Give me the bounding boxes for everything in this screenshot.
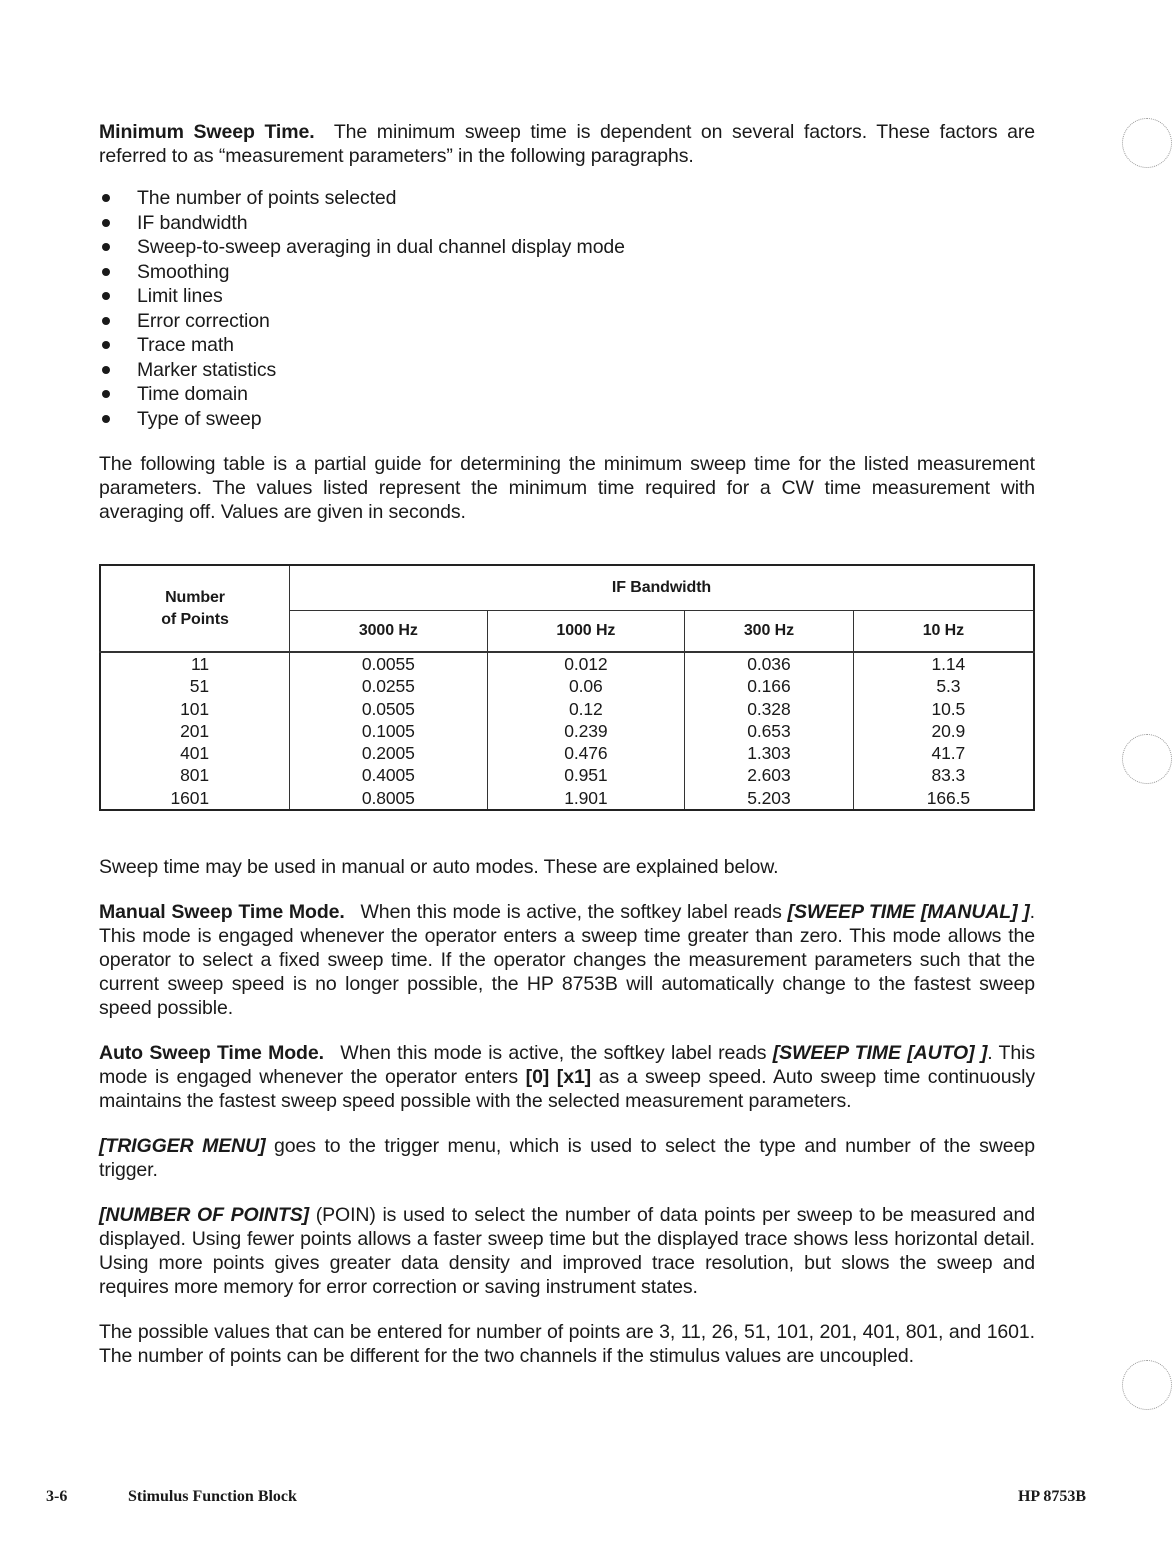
instrument-model: HP 8753B [1017, 1488, 1086, 1505]
intro-heading: Minimum Sweep Time. [99, 121, 315, 143]
binder-hole-top [1122, 118, 1172, 168]
softkey-label: [SWEEP TIME [AUTO] ] [772, 1042, 988, 1065]
manual-mode-heading: Manual Sweep Time Mode. [99, 901, 345, 924]
intro-paragraph [99, 120, 1035, 168]
intro-text: The minimum sweep time is dependent on several factors. These factors are referred to as “measurement parameters” in the following paragraphs. [99, 121, 1036, 167]
number-of-points-paragraph: [NUMBER OF POINTS] (POIN) is used to select the number of data points per sweep to be measured and displayed. Using fewer points allows a faster sweep time but the displayed trace shows less horizontal detail. Using more points gives greater data density and improved trace resolution, but slows the sweep and requires more memory for error correction or saving instrument states. [99, 1204, 1035, 1299]
binder-hole-bottom [1122, 1360, 1172, 1410]
sweep-time-value: 0.653 [747, 720, 791, 741]
table-intro-paragraph: The following table is a partial guide for determining the minimum sweep time for the listed measurement parameters. The values listed represent the minimum time required for a CW time measurement with averaging off. Values are given in seconds. [99, 453, 1035, 523]
points-column [100, 652, 290, 810]
sweep-time-value: 0.0505 [361, 698, 415, 719]
auto-mode-heading: Auto Sweep Time Mode. [99, 1042, 324, 1065]
bw-10-column [853, 652, 1034, 810]
sweep-time-value: 0.476 [564, 743, 608, 764]
sweep-time-value: 1.14 [931, 654, 966, 674]
sweep-time-value: 0.4005 [361, 765, 415, 786]
sweep-time-table [99, 564, 1035, 811]
sweep-time-value: 0.0255 [361, 676, 415, 697]
points-column-header: Number of Points [100, 565, 290, 652]
page-number: 3-6 [46, 1488, 68, 1505]
bandwidth-header: 1000 Hz [487, 611, 685, 653]
sweep-time-value: 0.12 [569, 698, 603, 719]
page-footer [46, 1488, 1086, 1510]
bullet-icon [102, 243, 110, 251]
points-value: 51 [189, 676, 209, 697]
possible-values-paragraph: The possible values that can be entered for number of points are 3, 11, 26, 51, 101, 201, 401, 801, and 1601. The number of points can be different for the two channels if the stimulus values are uncoupled. [99, 1321, 1035, 1368]
bullet-icon [102, 194, 110, 202]
bw-1000-column [487, 652, 685, 810]
points-value: 101 [180, 698, 209, 719]
list-item: Time domain [99, 382, 1035, 407]
sweep-time-value: 0.036 [747, 654, 791, 674]
page-content [99, 120, 1035, 1368]
bandwidth-header: 10 Hz [853, 611, 1034, 653]
sweep-time-value: 0.951 [564, 765, 608, 786]
binder-hole-middle [1122, 734, 1172, 784]
points-value: 801 [180, 765, 209, 786]
points-value: 401 [180, 743, 209, 764]
sweep-time-value: 0.239 [564, 720, 608, 741]
softkey-label: [TRIGGER MENU] [99, 1135, 266, 1158]
factor-list [99, 186, 1035, 431]
if-bandwidth-header: IF Bandwidth [290, 565, 1035, 611]
bandwidth-header: 3000 Hz [290, 611, 488, 653]
bullet-icon [102, 390, 110, 398]
sweep-time-value: 0.012 [564, 654, 608, 674]
key-sequence: [0] [x1] [525, 1066, 592, 1089]
trigger-menu-paragraph: [TRIGGER MENU] goes to the trigger menu, which is used to select the type and number of the sweep trigger. [99, 1135, 1035, 1182]
sweep-time-value: 83.3 [931, 765, 966, 786]
points-value: 1601 [170, 787, 209, 808]
sweep-time-value: 1.901 [564, 787, 608, 808]
list-item: Limit lines [99, 284, 1035, 309]
sweep-time-value: 166.5 [926, 787, 970, 808]
list-item: Error correction [99, 309, 1035, 334]
bullet-icon [102, 268, 110, 276]
sweep-time-value: 41.7 [931, 743, 966, 764]
list-item: Sweep-to-sweep averaging in dual channel display mode [99, 235, 1035, 260]
softkey-label: [SWEEP TIME [MANUAL] ] [787, 901, 1030, 924]
bw-300-column [685, 652, 854, 810]
bullet-icon [102, 341, 110, 349]
sweep-time-value: 0.0055 [361, 654, 415, 674]
sweep-time-value: 0.166 [747, 676, 791, 697]
bullet-icon [102, 219, 110, 227]
bandwidth-header: 300 Hz [685, 611, 854, 653]
bullet-icon [102, 292, 110, 300]
sweep-time-value: 1.303 [747, 743, 791, 764]
list-item: Type of sweep [99, 407, 1035, 432]
points-value: 201 [180, 720, 209, 741]
sweep-time-value: 20.9 [931, 720, 966, 741]
bullet-icon [102, 317, 110, 325]
softkey-label: [NUMBER OF POINTS] [99, 1204, 310, 1227]
sweep-time-value: 0.06 [569, 676, 603, 697]
list-item: Trace math [99, 333, 1035, 358]
list-item: Smoothing [99, 260, 1035, 285]
sweep-time-value: 0.8005 [361, 787, 415, 808]
points-value: 11 [191, 654, 209, 674]
bw-3000-column [290, 652, 488, 810]
sweep-time-value: 5.3 [936, 676, 961, 697]
list-item: The number of points selected [99, 186, 1035, 211]
sweep-time-value: 10.5 [931, 698, 966, 719]
sweep-time-value: 2.603 [747, 765, 791, 786]
manual-mode-paragraph: Manual Sweep Time Mode. When this mode is active, the softkey label reads [SWEEP TIME [MANUAL] ]. This mode is engaged whenever the operator enters a sweep time greater than zero. This mode allows the operator to select a fixed sweep time. If the operator changes the measurement parameters such that the current sweep speed is no longer possible, the HP 8753B will automatically change to the fastest sweep speed possible. [99, 901, 1035, 1020]
list-item: IF bandwidth [99, 211, 1035, 236]
sweep-time-value: 0.1005 [361, 720, 415, 741]
bullet-icon [102, 366, 110, 374]
bullet-icon [102, 415, 110, 423]
sweep-time-value: 5.203 [747, 787, 791, 808]
list-item: Marker statistics [99, 358, 1035, 383]
section-title: Stimulus Function Block [128, 1488, 297, 1505]
sweep-time-value: 0.2005 [361, 743, 415, 764]
auto-mode-paragraph: Auto Sweep Time Mode. When this mode is active, the softkey label reads [SWEEP TIME [AUTO] ]. This mode is engaged whenever the operator enters [0] [x1] as a sweep speed. Auto sweep time continuously maintains the fastest sweep speed possible with the selected measurement parameters. [99, 1042, 1035, 1113]
modes-intro-paragraph: Sweep time may be used in manual or auto modes. These are explained below. [99, 856, 779, 879]
sweep-time-value: 0.328 [747, 698, 791, 719]
table-body-row [100, 652, 1034, 810]
